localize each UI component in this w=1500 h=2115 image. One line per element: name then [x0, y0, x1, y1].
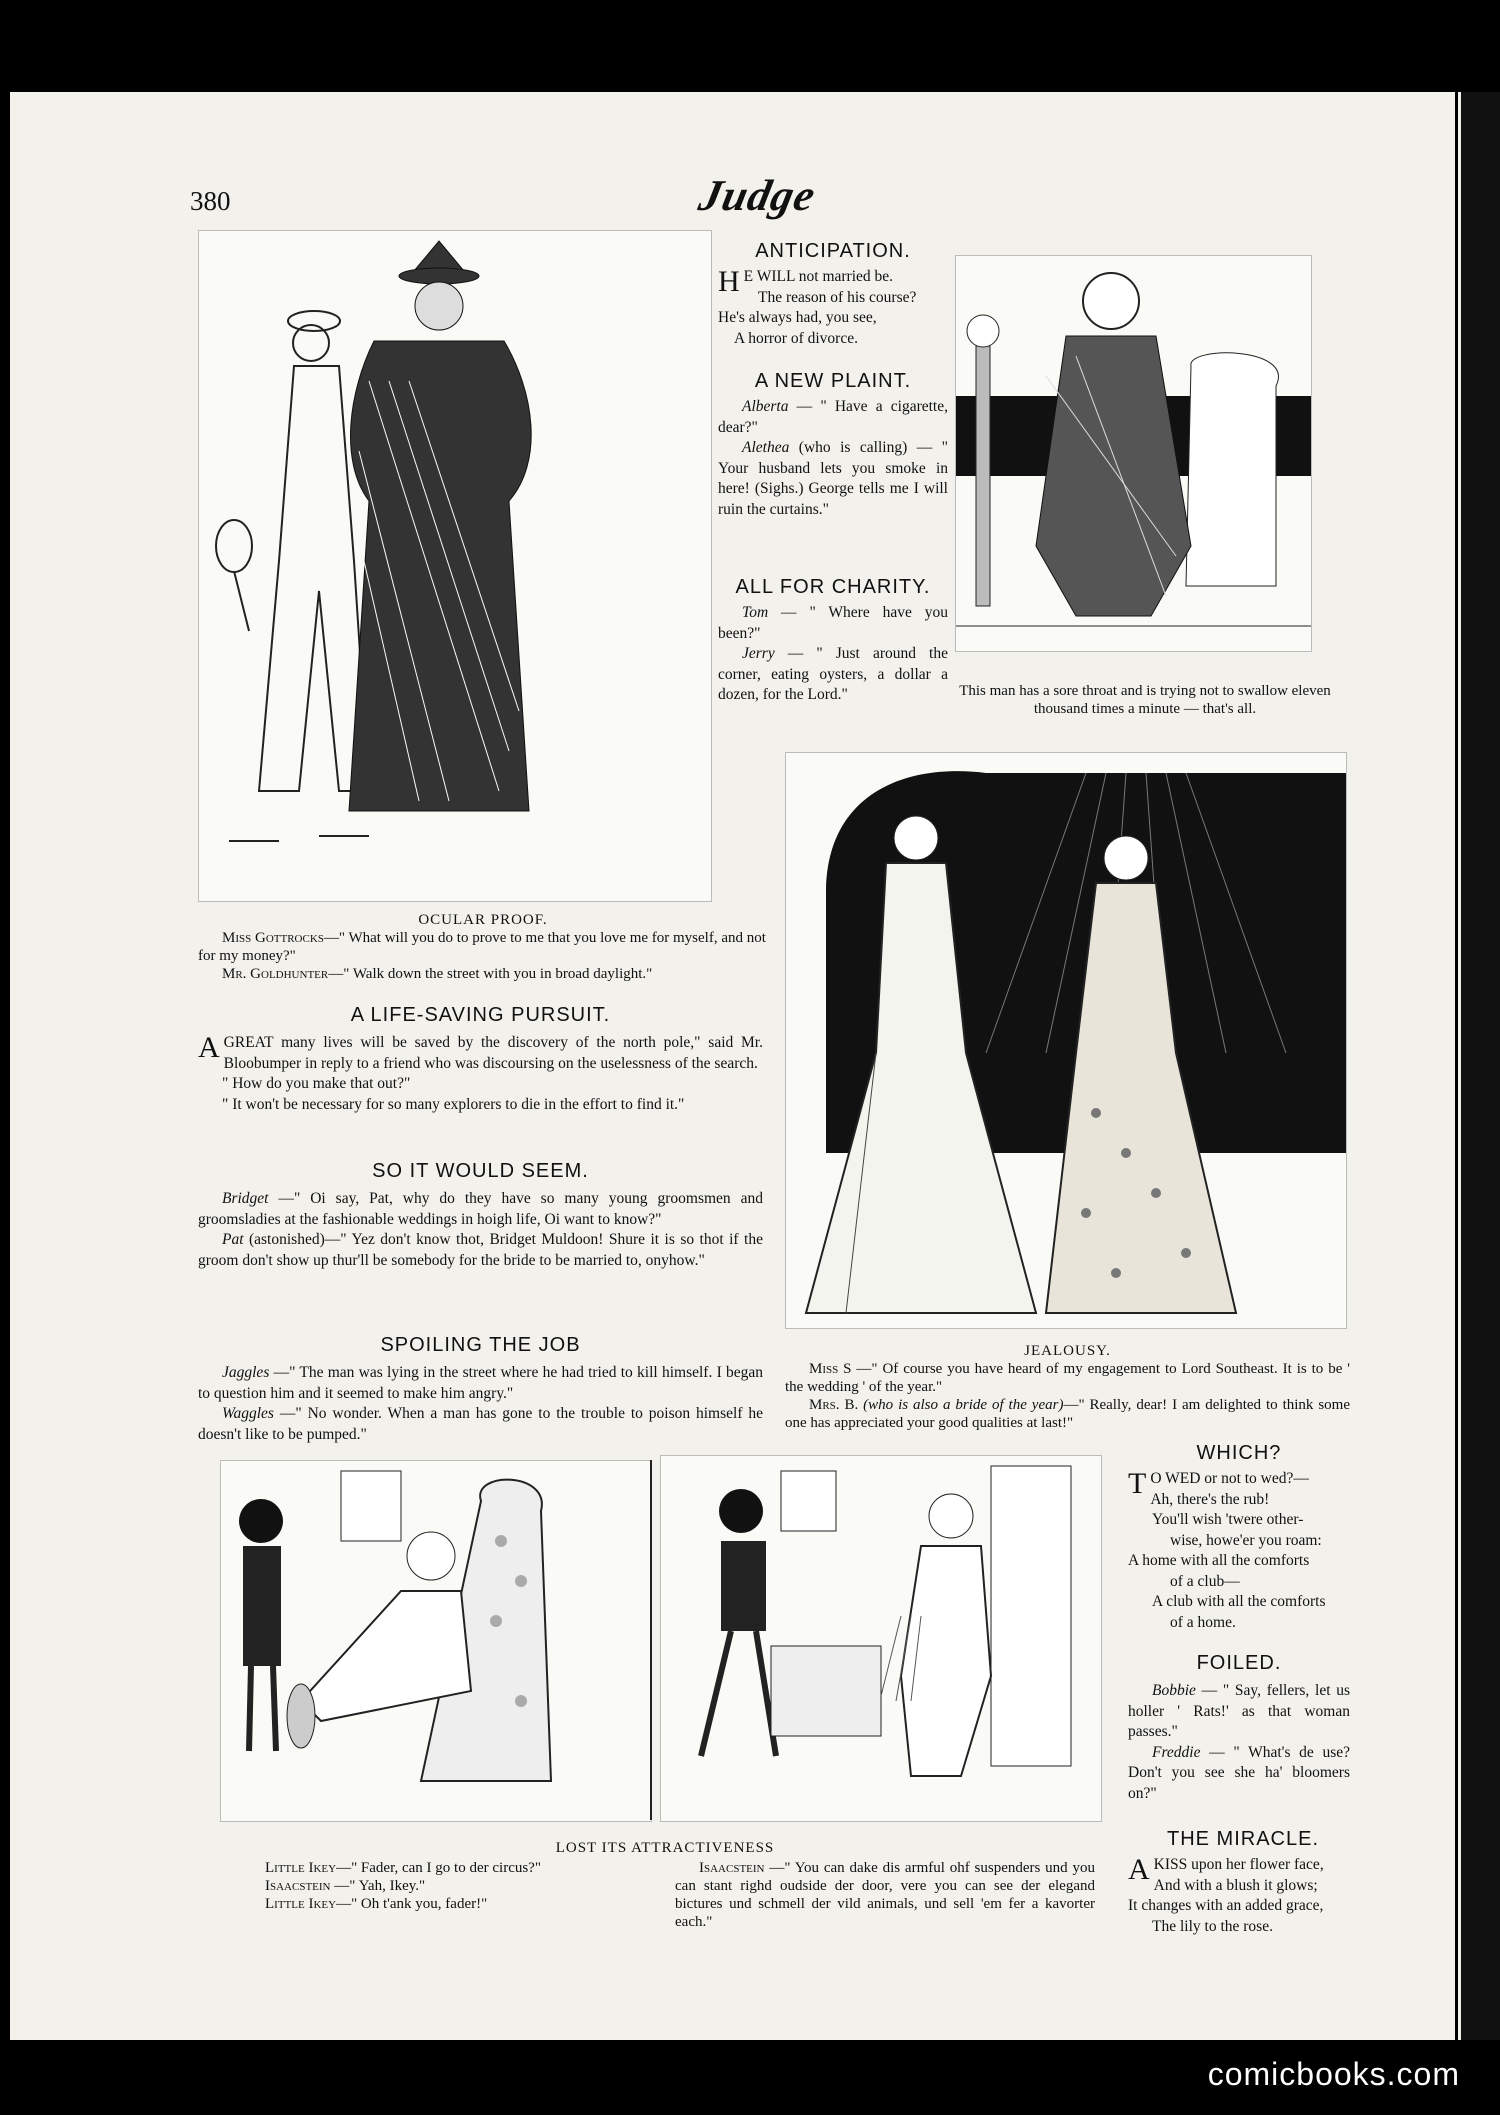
attractiveness-speaker: Isaacstein [699, 1860, 765, 1876]
which-title: WHICH? [1196, 1442, 1282, 1464]
charity-speaker: Tom [742, 604, 769, 621]
ocular-line: —" What will you do to prove to me that you love me for myself, and not for my money?" [198, 930, 766, 964]
ocular-proof-drawing [199, 231, 711, 901]
miracle-title: THE MIRACLE. [1166, 1828, 1320, 1850]
so-it-would-seem-title: SO IT WOULD SEEM. [372, 1160, 589, 1182]
attractiveness-line: —" Yah, Ikey." [330, 1878, 426, 1894]
illustration-attractiveness-left [220, 1460, 652, 1822]
attractiveness-line: —" Fader, can I go to der circus?" [336, 1860, 541, 1876]
new-plaint-title: A NEW PLAINT. [754, 370, 912, 392]
foiled-speaker: Freddie [1152, 1743, 1201, 1761]
life-saving-drop-cap: A [198, 1031, 220, 1064]
which-line: A club with all the comforts [1152, 1593, 1326, 1610]
which-block [1128, 1442, 1350, 1633]
miracle-line: KISS upon her flower face, [1153, 1856, 1324, 1873]
foiled-speaker: Bobbie [1152, 1682, 1196, 1699]
foiled-line: — " What's de use? Don't you see she ha' bloomers on?" [1128, 1743, 1350, 1802]
spoiling-speaker: Jaggles [222, 1364, 270, 1381]
jealousy-speaker: Mrs. B. [809, 1397, 859, 1413]
new-plaint-speaker: Alberta [742, 398, 789, 415]
anticipation-drop-cap: H [718, 265, 740, 298]
jealousy-aside: (who is also a bride of the year) [858, 1397, 1064, 1413]
miracle-block [1128, 1828, 1358, 1937]
ocular-line: —" Walk down the street with you in broad daylight." [328, 966, 653, 982]
anticipation-line: E WILL not married be. [743, 268, 894, 285]
panel-divider [650, 1460, 652, 1820]
so-it-would-line: (astonished)—" Yez don't know thot, Bridget Muldoon! Shure it is so thot if the groom don't show up thur'll be somebody for the bride to be married to, onyhow." [198, 1231, 763, 1269]
so-it-would-seem-block [198, 1160, 763, 1271]
foiled-title: FOILED. [1196, 1652, 1282, 1674]
anticipation-line: He's always had, you see, [718, 309, 877, 326]
which-line: A home with all the comforts [1128, 1552, 1310, 1569]
jealousy-speaker: Miss S [809, 1361, 852, 1377]
anticipation-line: A horror of divorce. [734, 329, 858, 347]
ocular-proof-title: OCULAR PROOF. [418, 912, 548, 928]
anticipation-title: ANTICIPATION. [755, 240, 911, 262]
life-saving-paragraph: GREAT many lives will be saved by the discovery of the north pole," said Mr. Bloobumper in reply to a friend who was discoursing on the uselessness of the search. [223, 1034, 763, 1072]
illustration-jealousy [785, 752, 1347, 1329]
jealousy-line: —" Really, dear! I am delighted to think some one has appreciated your good qualities at last!" [785, 1397, 1350, 1431]
attractiveness-line: —" Oh t'ank you, fader!" [336, 1896, 488, 1912]
which-line: You'll wish 'twere other- [1152, 1511, 1304, 1528]
sore-throat-caption: This man has a sore throat and is trying not to swallow eleven thousand times a minute — that's all. [959, 683, 1331, 717]
anticipation-block [718, 240, 948, 349]
charity-speaker: Jerry [742, 645, 775, 662]
so-it-would-speaker: Bridget [222, 1190, 269, 1207]
illustration-ocular-proof [198, 230, 712, 902]
attractiveness-caption [220, 1840, 1110, 1932]
attractiveness-speaker: Isaacstein [265, 1878, 331, 1894]
spoiling-line: —" The man was lying in the street where he had tried to kill himself. I began to question him and it seemed to make him angry." [198, 1364, 763, 1402]
new-plaint-speaker: Alethea [742, 439, 790, 456]
attractiveness-right-drawing [661, 1456, 1101, 1821]
life-saving-title: A LIFE-SAVING PURSUIT. [350, 1004, 611, 1026]
which-line: of a club— [1170, 1572, 1240, 1590]
new-plaint-block [718, 370, 948, 520]
attractiveness-line: —" You can dake dis armful ohf suspenders und you can stant righd oudside der door, vere you can see der elegand bictures und schmell der vild animals, und sell 'em fer a kavorter each." [675, 1860, 1095, 1930]
ocular-speaker: Miss Gottrocks [222, 930, 324, 946]
new-plaint-line: (who is calling) — " Your husband lets you smoke in here! (Sighs.) George tells me I will ruin the curtains." [718, 439, 948, 518]
miracle-line: The lily to the rose. [1152, 1917, 1273, 1935]
ocular-proof-caption [198, 912, 768, 983]
foiled-line: — " Say, fellers, let us holler ' Rats!' as that woman passes." [1128, 1682, 1350, 1740]
illustration-sore-throat [955, 255, 1312, 652]
which-line: O WED or not to wed?— [1150, 1470, 1309, 1487]
masthead: Judge [694, 171, 821, 220]
so-it-would-speaker: Pat [222, 1231, 244, 1248]
spoiling-line: —" No wonder. When a man has gone to the trouble to poison himself he doesn't like to be pumped." [198, 1405, 763, 1443]
anticipation-line: The reason of his course? [758, 288, 917, 306]
attractiveness-speaker: Little Ikey [265, 1896, 337, 1912]
charity-block [718, 576, 948, 706]
spoiling-title: SPOILING THE JOB [380, 1334, 581, 1356]
ocular-speaker: Mr. Goldhunter [222, 966, 329, 982]
miracle-line: And with a blush it glows; [1153, 1876, 1318, 1894]
charity-line: — " Where have you been?" [718, 604, 948, 642]
charity-title: ALL FOR CHARITY. [735, 576, 931, 598]
miracle-line: It changes with an added grace, [1128, 1897, 1324, 1914]
spoiling-speaker: Waggles [222, 1405, 274, 1422]
jealousy-title: JEALOUSY. [1024, 1343, 1111, 1359]
which-line: wise, howe'er you roam: [1170, 1531, 1322, 1549]
book-spine [1458, 92, 1500, 2040]
so-it-would-line: —" Oi say, Pat, why do they have so many young groomsmen and groomsladies at the fashionable weddings in hoigh life, Oi want to know?" [198, 1190, 763, 1228]
spoiling-block [198, 1334, 763, 1445]
jealousy-caption [785, 1343, 1350, 1432]
which-line: of a home. [1170, 1613, 1236, 1631]
jealousy-line: —" Of course you have heard of my engagement to Lord Southeast. It is to be ' the wedding ' of the year." [785, 1361, 1350, 1395]
attractiveness-speaker: Little Ikey [265, 1860, 337, 1876]
miracle-drop-cap: A [1128, 1853, 1150, 1886]
life-saving-block [198, 1004, 763, 1115]
jealousy-drawing [786, 753, 1346, 1328]
illustration-attractiveness-right [660, 1455, 1102, 1822]
new-plaint-line: — " Have a cigarette, dear?" [718, 398, 948, 436]
which-drop-cap: T [1128, 1467, 1147, 1500]
foiled-block [1128, 1652, 1350, 1804]
life-saving-paragraph: " It won't be necessary for so many explorers to die in the effort to find it." [222, 1095, 685, 1113]
page-number: 380 [190, 186, 231, 216]
sore-throat-drawing [956, 256, 1311, 651]
life-saving-paragraph: " How do you make that out?" [222, 1075, 411, 1092]
attractiveness-title: LOST ITS ATTRACTIVENESS [555, 1840, 775, 1856]
which-line: Ah, there's the rub! [1150, 1490, 1270, 1508]
attractiveness-left-drawing [221, 1461, 651, 1821]
watermark: comicbooks.com [1207, 2056, 1460, 2092]
charity-line: — " Just around the corner, eating oysters, a dollar a dozen, for the Lord." [718, 645, 948, 703]
